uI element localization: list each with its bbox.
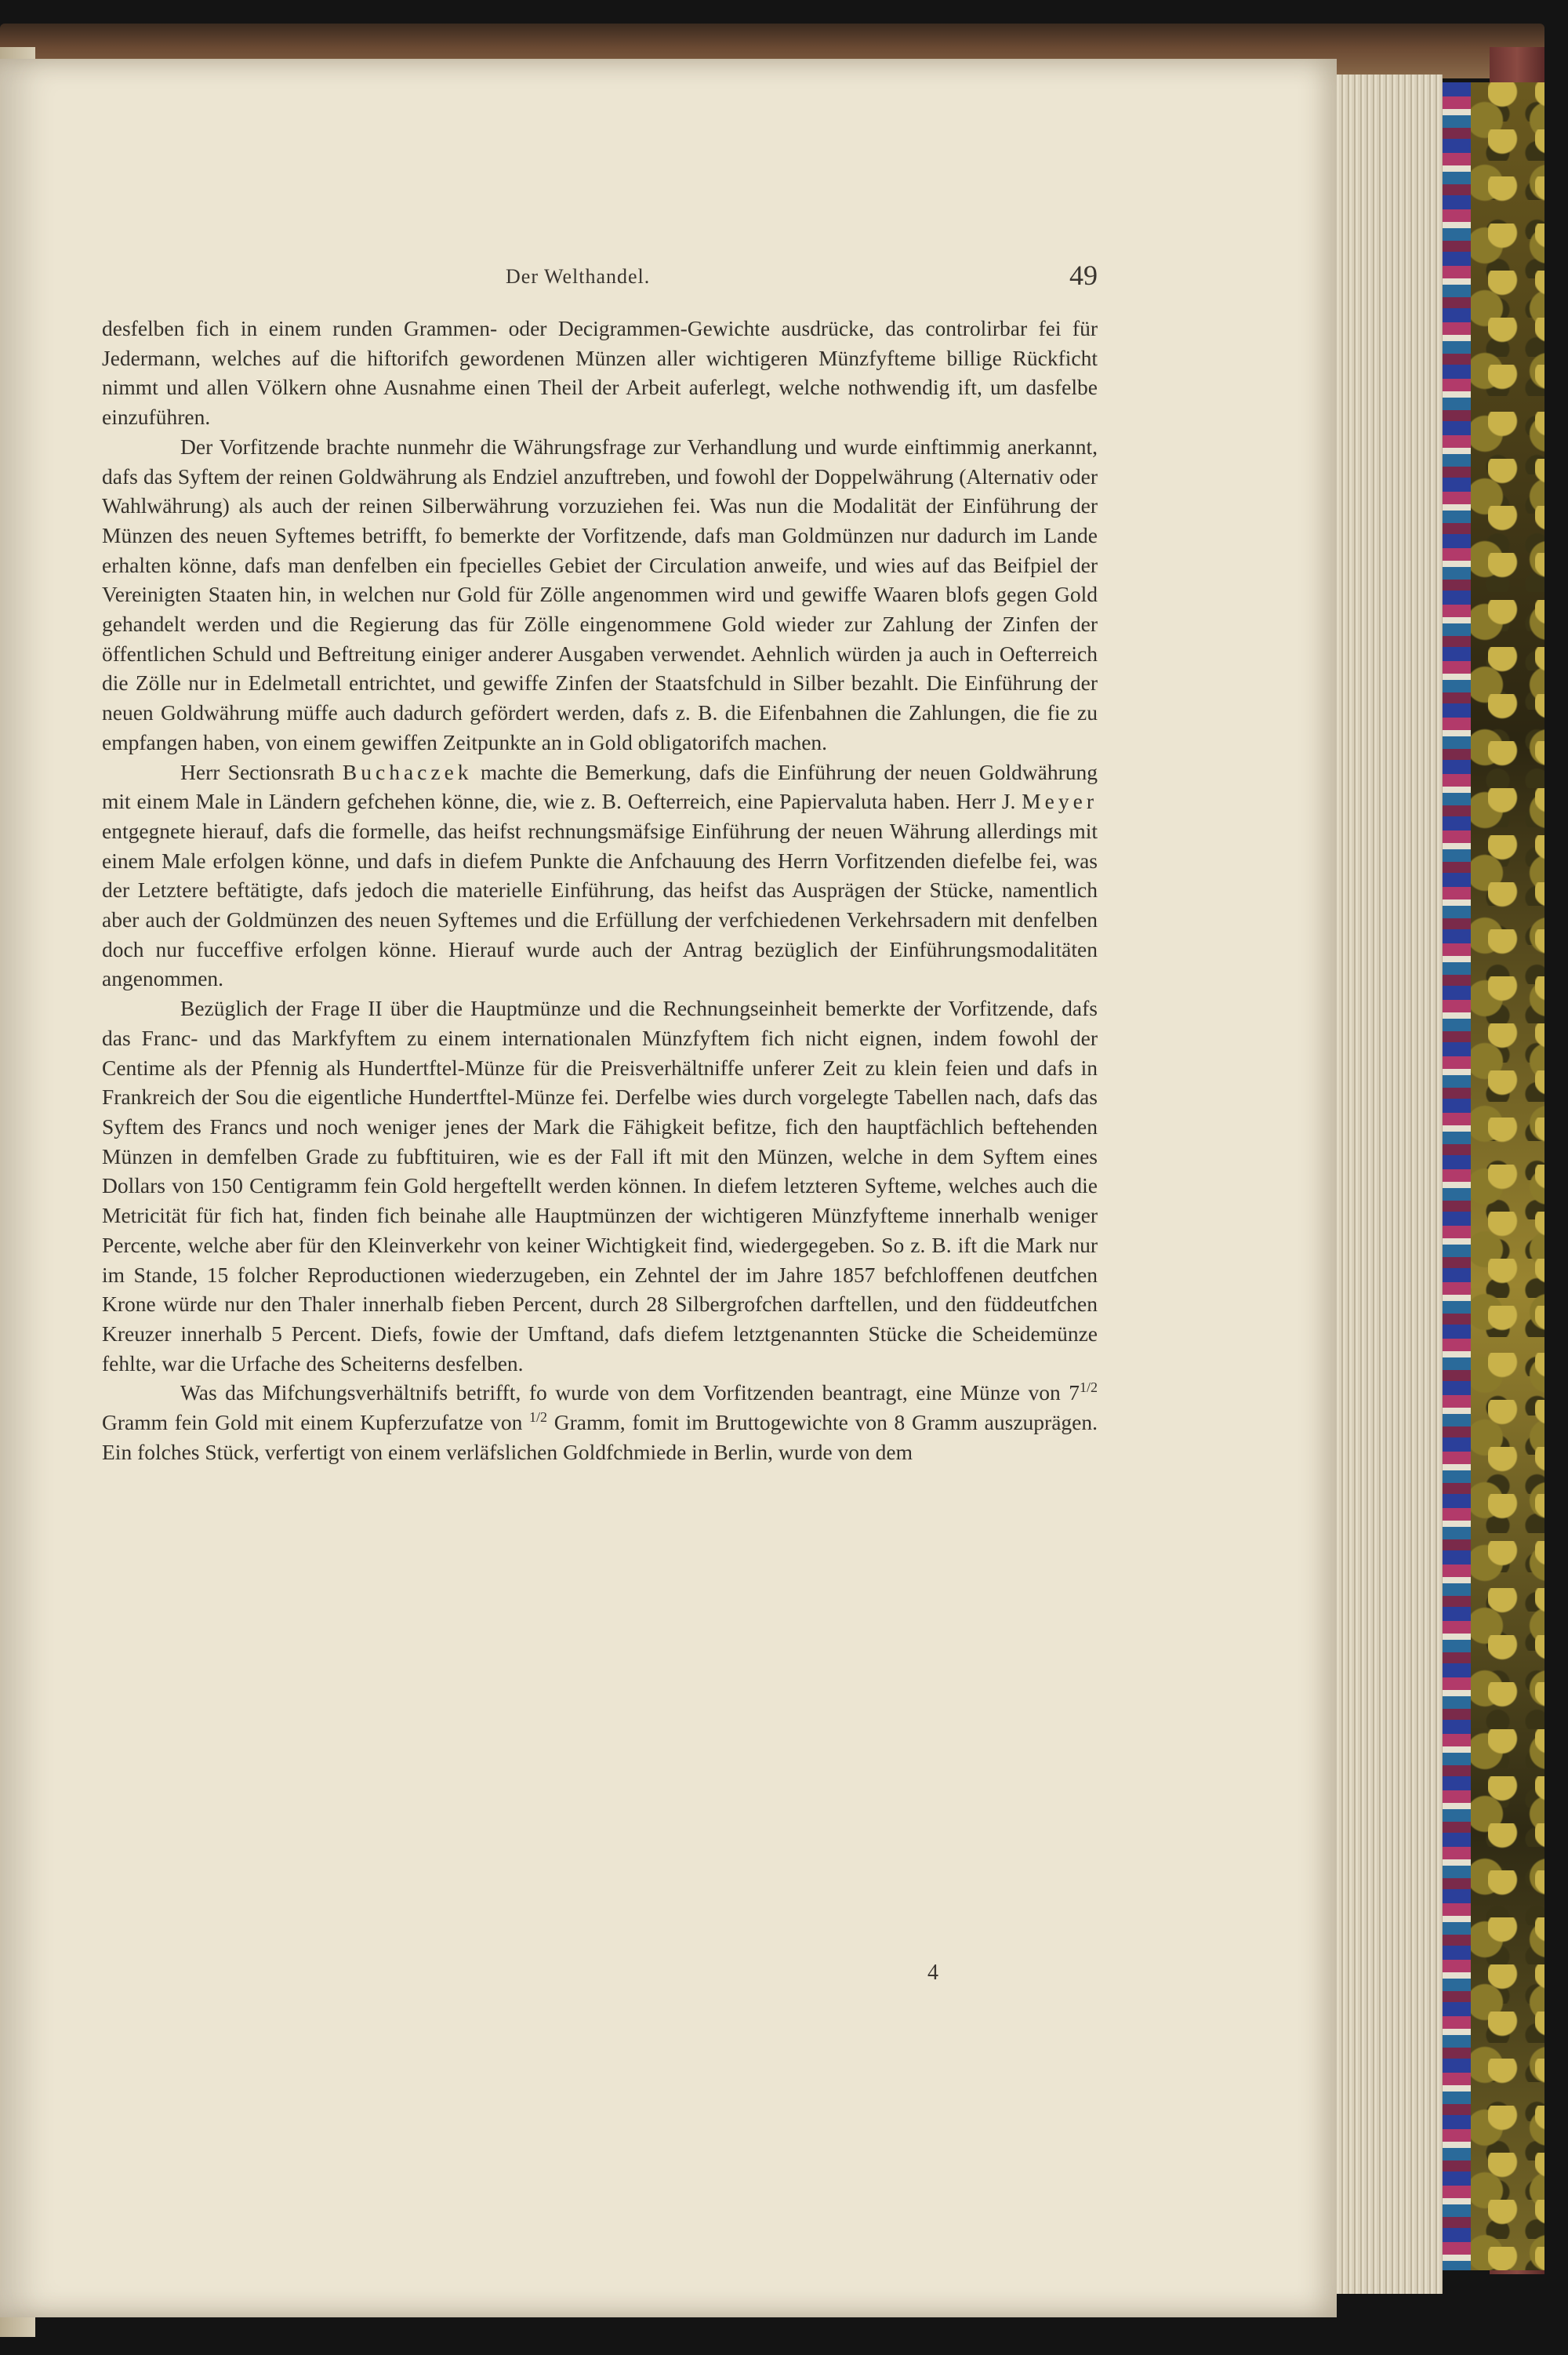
paragraph-3-part-c: entgegnete hierauf, dafs die formelle, das heifst rechnungsmäfsige Einführung der neuen Währung allerdings mit einem Male erfolgen könne, und dafs in diefem Punkte die Anfchauung des Herrn Vorfitzenden diefelbe fei, was der Letztere beftätigte, dafs jedoch die materielle Einführung, das heifst das Ausprägen der Stücke, namentlich aber auch der Goldmünzen des neuen Syftemes und die Erfüllung der verfchiedenen Verkehrsadern mit denfelben doch nur fucceffive erfolgen könne. Hierauf wurde auch der Antrag bezüglich der Einführungsmodalitäten angenommen. [102, 818, 1098, 991]
paragraph-2: Der Vorfitzende brachte nunmehr die Währungsfrage zur Verhandlung und wurde einftimmig anerkannt, dafs das Syftem der reinen Goldwährung als Endziel anzuftreben, und fowohl der Doppelwährung (Alternativ oder Wahlwährung) als auch der reinen Silberwährung vorzuziehen fei. Was nun die Modalität der Einführung der Münzen des neuen Syftemes betrifft, fo bemerkte der Vorfitzende, dafs man Goldmünzen nur dadurch im Lande erhalten könne, dafs man denfelben ein fpecielles Gebiet der Circulation anweife, und wies auf das Beifpiel der Vereinigten Staaten hin, in welchen nur Gold für Zölle angenommen wird und gewiffe Waaren blofs gegen Gold gehandelt werden und die Regierung das für Zölle eingenommene Gold wieder zur Zahlung der Zinfen der öffentlichen Schuld und Beftreitung einiger anderer Ausgaben verwendet. Aehnlich würden ja auch in Oefterreich die Zölle nur in Edelmetall entrichtet, und gewiffe Zinfen der Staatsfchuld in Silber bezahlt. Die Einführung der neuen Goldwährung müffe auch dadurch gefördert werden, dafs z. B. die Eifenbahnen die Zahlungen, die fie zu empfangen haben, von einem gewiffen Zeitpunkte an in Gold obligatorifch machen. [102, 434, 1098, 754]
paragraph-5 [102, 1378, 1098, 1466]
marbled-page-edge [1441, 82, 1471, 2270]
running-title: Der Welthandel. [506, 265, 651, 288]
page-number: 49 [1069, 260, 1098, 291]
fraction-half-2: 1/2 [529, 1408, 548, 1425]
paragraph-3 [102, 758, 1098, 994]
paragraph-4: Bezüglich der Frage II über die Hauptmünze und die Rechnungseinheit bemerkte der Vorfitzende, dafs das Franc- und das Markfyftem zu einem internationalen Münzfyftem fich nicht eignen, indem fowohl der Centime als der Pfennig als Hundertftel-Münze für die Preisverhältniffe unferer Zeit zu klein feien und dafs in Frankreich der Sou die eigentliche Hundertftel-Münze fei. Derfelbe wies durch vorgelegte Tabellen nach, dafs das Syftem des Francs und noch weniger jenes der Mark die Fähigkeit befitze, fich den hauptfächlich beftehenden Münzen in demfelben Grade zu fubftituiren, wie es der Fall ift mit den Münzen, welche in dem Syftem eines Dollars von 150 Centigramm fein Gold hergeftellt werden können. In diefem letzteren Syfteme, welches auch die Metricität für fich hat, finden fich beinahe alle Hauptmünzen der wichtigeren Münzfyfteme innerhalb weniger Percente, welche aber für den Kleinverkehr von keiner Wichtigkeit find, wiedergegeben. So z. B. ift die Mark nur im Stande, 15 folcher Reproductionen wiederzugeben, ein Zehntel der im Jahre 1857 befchloffenen deutfchen Krone würde nur den Thaler innerhalb fieben Percent, durch 28 Silbergrofchen darftellen, und den füddeutfchen Kreuzer innerhalb 5 Percent. Diefs, fowie der Umftand, dafs diefem letztgenannten Stücke die Scheidemünze fehlte, war die Urfache des Scheiterns desfelben. [102, 996, 1098, 1376]
fraction-half: 1/2 [1079, 1379, 1098, 1396]
paragraph-3-part-a: Herr Sectionsrath [180, 759, 343, 784]
paragraph-3-part-b: machte die Bemerkung, dafs die Einführung der neuen Goldwährung mit einem Male in Ländern gefchehen könne, die, wie z. B. Oefterreich, eine Papiervaluta haben. Herr J. [102, 759, 1098, 814]
page-header [102, 260, 1098, 304]
paragraph-5-part-a: Was das Mifchungsverhältnifs betrifft, fo wurde von dem Vorfitzenden beantragt, eine Münze von 7 [180, 1380, 1080, 1405]
page-edges [1333, 75, 1443, 2294]
paragraph-1: desfelben fich in einem runden Grammen- oder Decigrammen-Gewichte ausdrücke, das controlirbar fei für Jedermann, welches auf die hiftorifch gewordenen Münzen aller wichtigeren Münzfyfteme billige Rückficht nimmt und allen Völkern ohne Ausnahme einen Theil der Arbeit auferlegt, welche nothwendig ift, um dasfelbe einzuführen. [102, 316, 1098, 430]
name-meyer: Meyer [1022, 789, 1098, 814]
name-buchaczek: Buchaczek [342, 759, 473, 784]
paragraph-5-part-c: Gramm, fomit im Bruttogewichte von 8 Gramm auszuprägen. Ein folches Stück, verfertigt von einem verläfslichen Goldfchmiede in Berlin, wurde von dem [102, 1410, 1098, 1464]
signature-mark: 4 [927, 1961, 938, 1985]
body-text [102, 314, 1098, 1466]
paragraph-5-part-b: Gramm fein Gold mit einem Kupferzufatze von [102, 1410, 530, 1435]
